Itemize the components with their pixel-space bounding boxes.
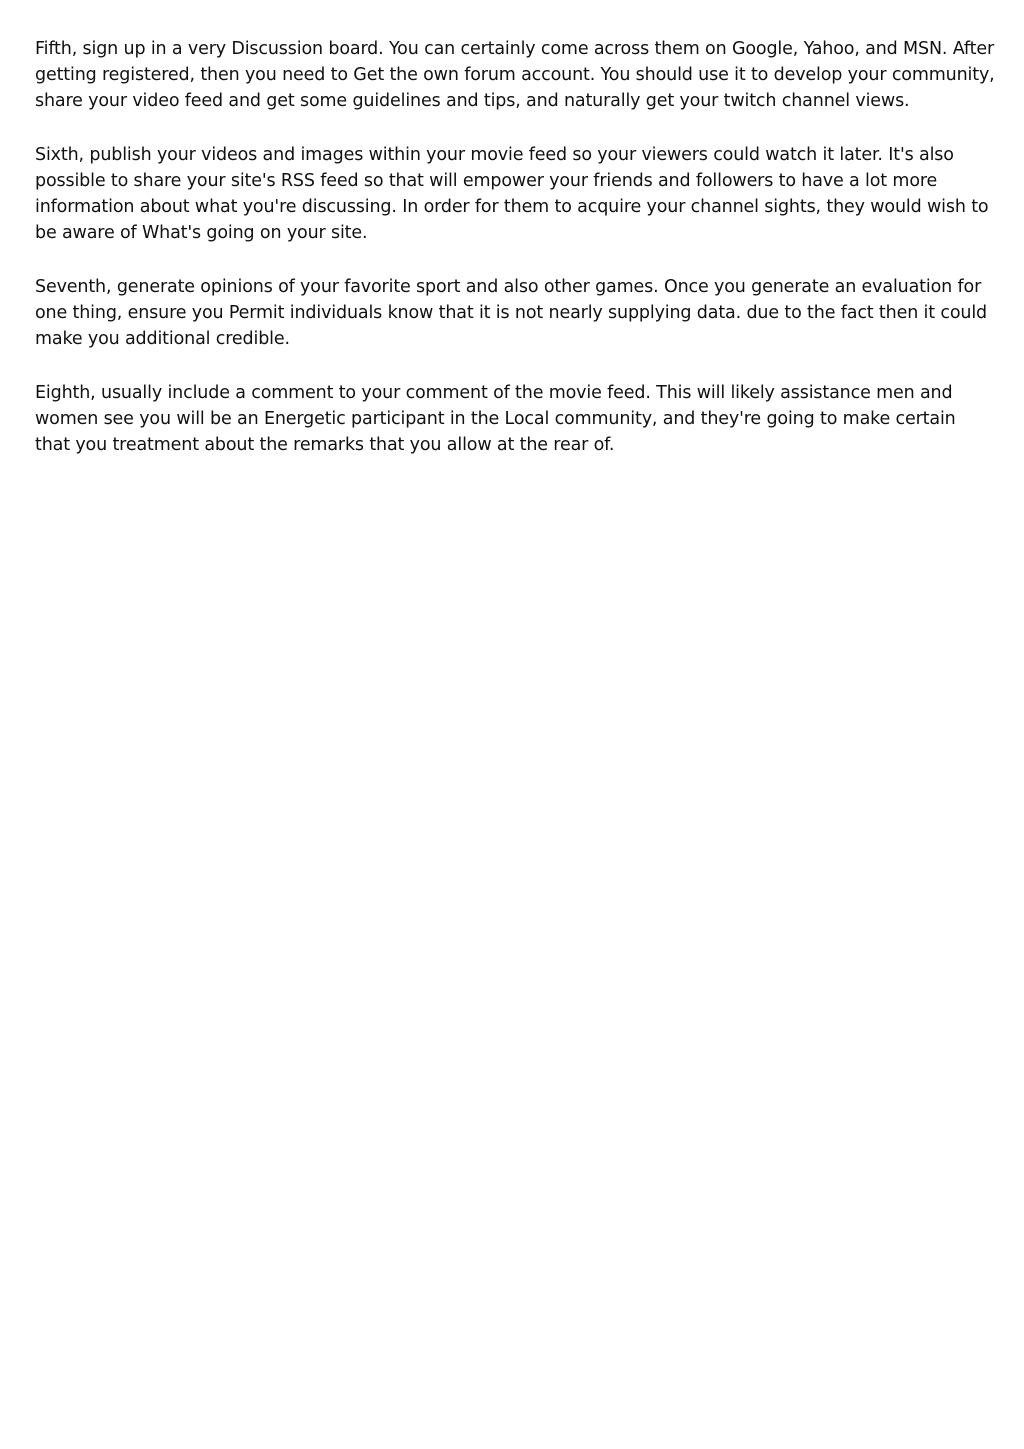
paragraph-eighth: Eighth, usually include a comment to your comment of the movie feed. This will likely assistance men and women see you will be an Energetic participant in the Local community, and they're going to make certain that you treatment about the remarks that you allow at the rear of. — [35, 383, 956, 455]
paragraph-seventh: Seventh, generate opinions of your favorite sport and also other games. Once you generate an evaluation for one thing, ensure you Permit individuals know that it is not nearly supplying data. due to the fact then it could make you additional credible. — [35, 277, 988, 349]
paragraph-fifth: Fifth, sign up in a very Discussion board. You can certainly come across them on Google, Yahoo, and MSN. After getting registered, then you need to Get the own forum account. You should use it to develop your community, share your video feed and get some guidelines and tips, and naturally get your twitch channel views. — [35, 39, 995, 111]
document-body — [35, 36, 995, 486]
paragraph-sixth: Sixth, publish your videos and images within your movie feed so your viewers could watch it later. It's also possible to share your site's RSS feed so that will empower your friends and followers to have a lot more information about what you're discussing. In order for them to acquire your channel sights, they would wish to be aware of What's going on your site. — [35, 145, 989, 243]
